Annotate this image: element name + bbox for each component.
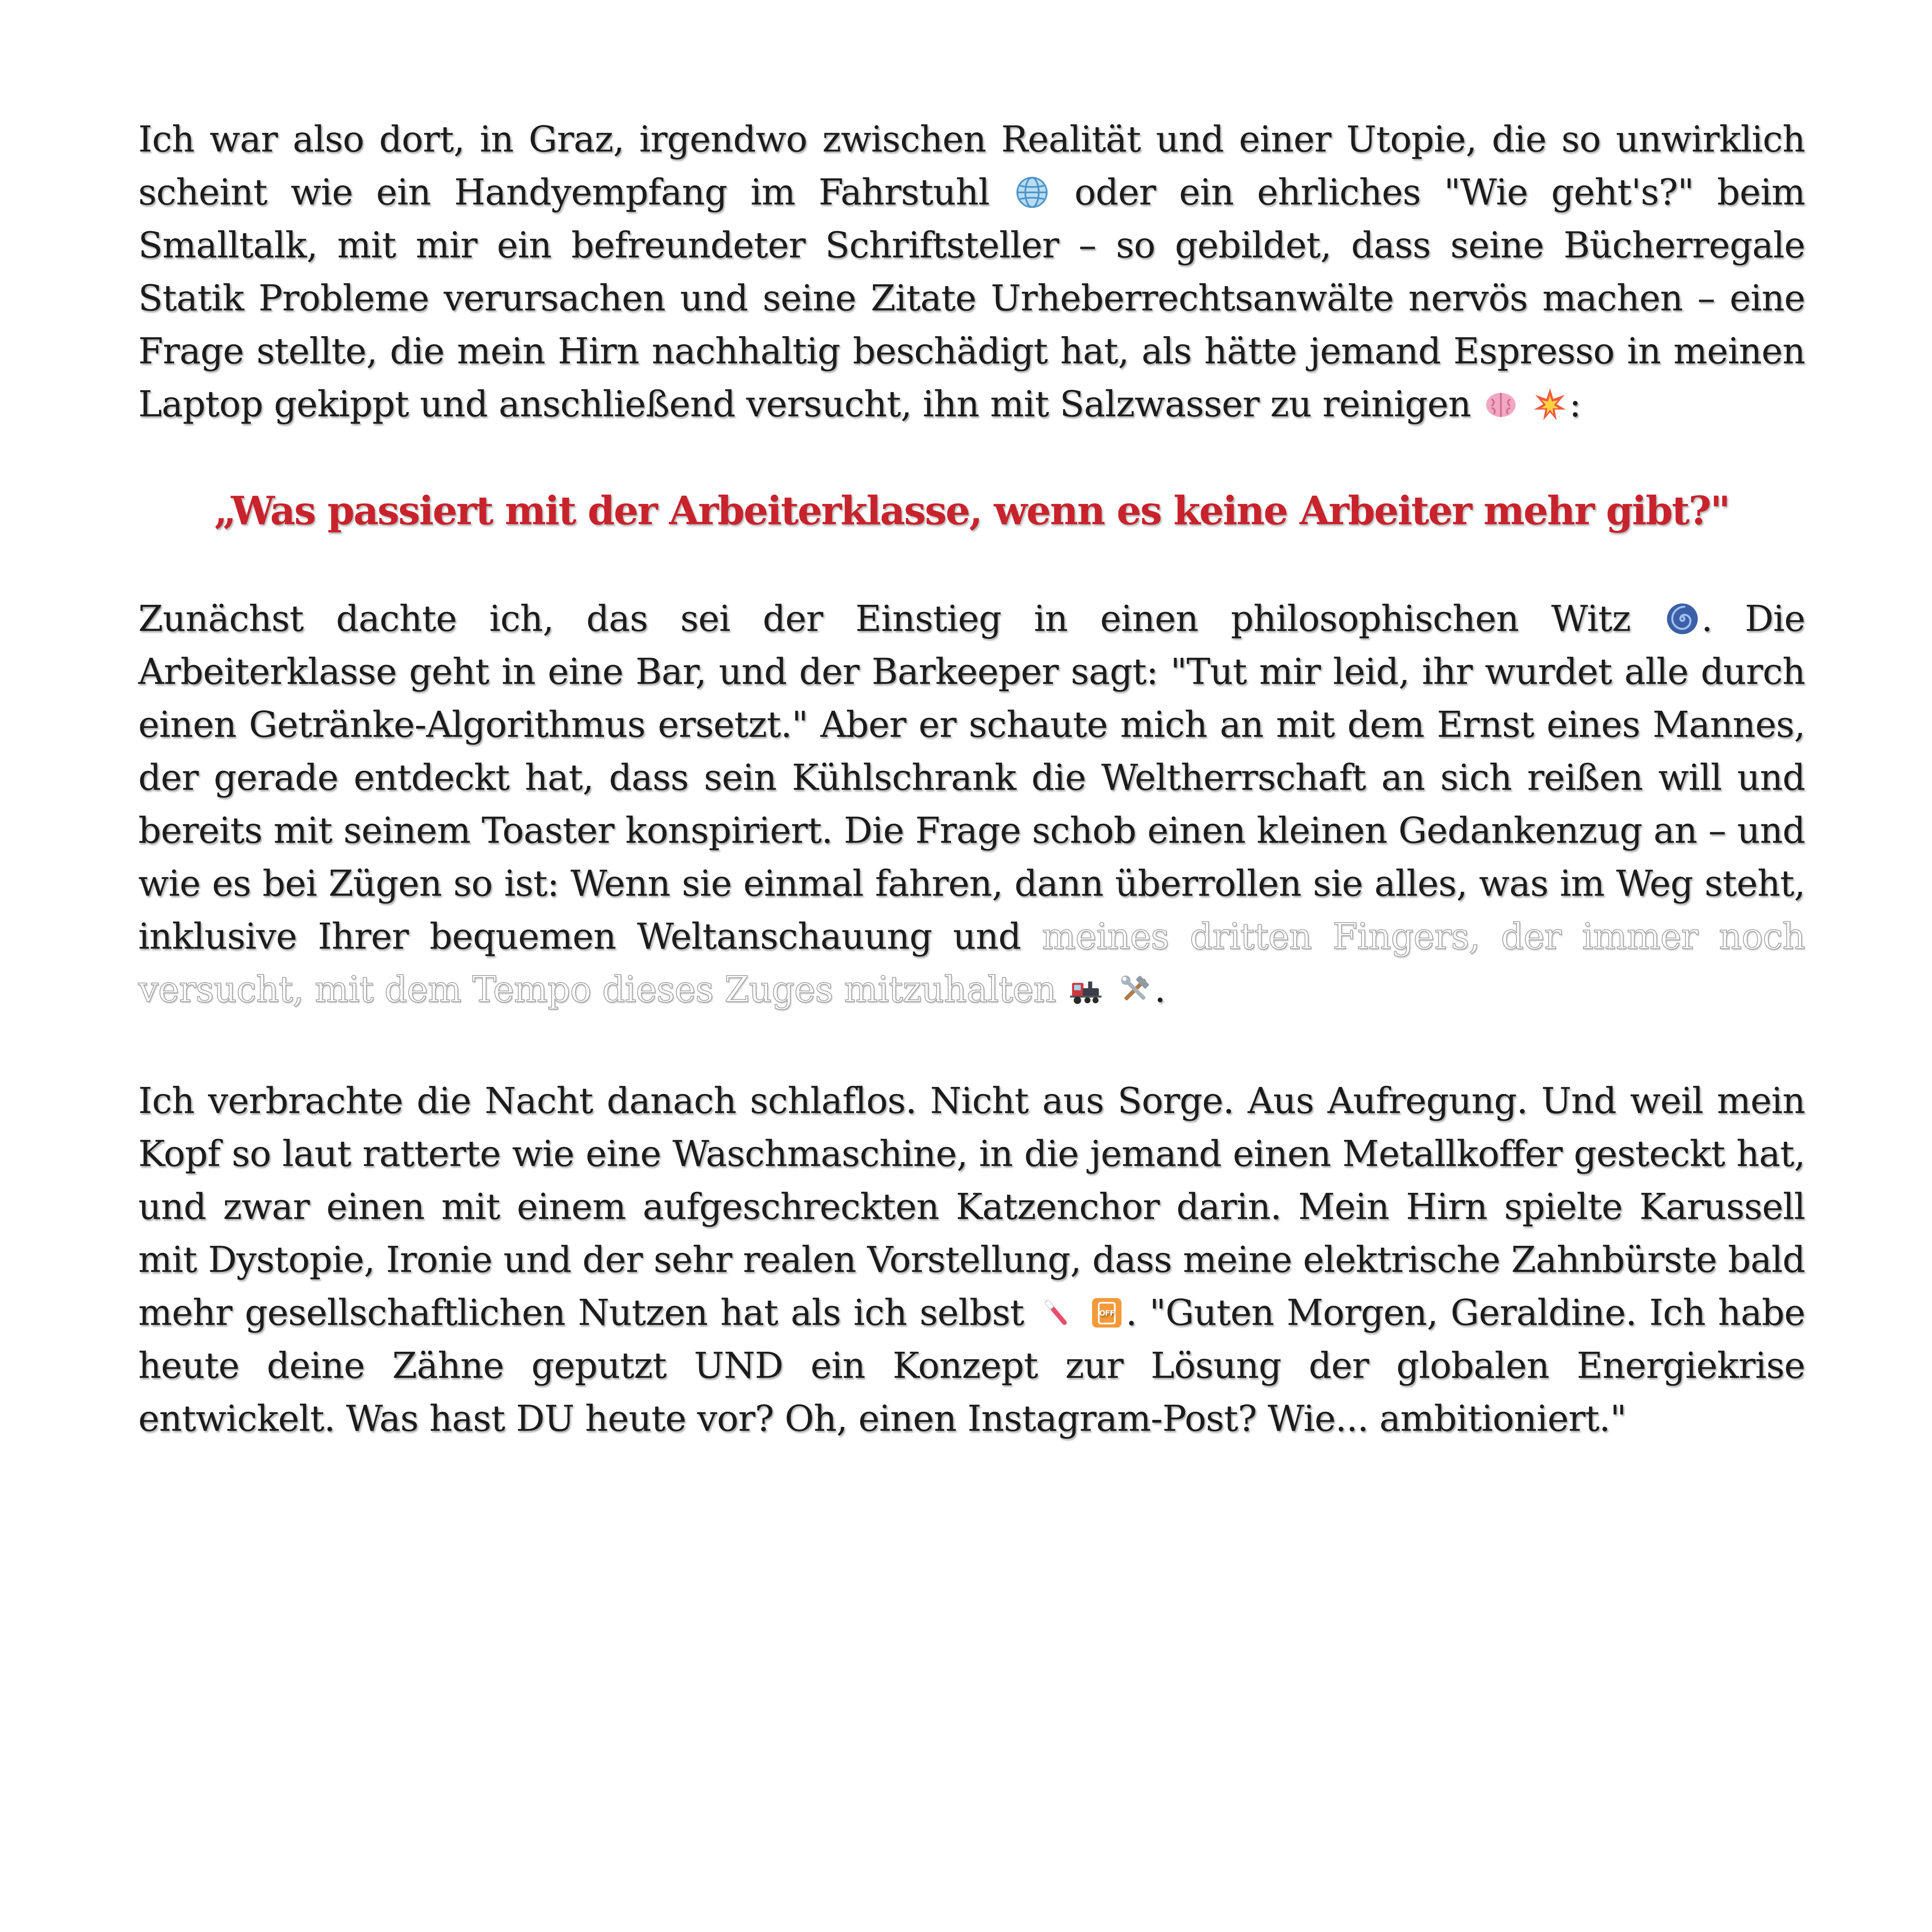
paragraph-3-text-a: Ich verbrachte die Nacht danach schlaflos. Nicht aus Sorge. Aus Aufregung. Und weil mein Kopf so laut ratterte wie eine Waschmaschine, in die jemand einen Metallkoffer gesteckt hat, und zwar einen mit einem aufgeschreckten Katzenchor darin. Mein Hirn spielte Karussell mit Dystopie, Ironie und der sehr realen Vorstellung, dass meine elektrische Zahnbürste bald mehr gesellschaftlichen Nutzen hat als ich selbst xyxy=(138,1080,1805,1333)
globe-icon xyxy=(1015,176,1049,209)
paragraph-2 xyxy=(138,592,1805,1016)
locomotive-icon xyxy=(1069,973,1103,1006)
paragraph-1-colon: : xyxy=(1569,383,1581,425)
paragraph-2-text-b: . Die Arbeiterklasse geht in eine Bar, und der Barkeeper sagt: "Tut mir leid, ihr wurdet alle durch einen Getränke-Algorithmus ersetzt." Aber er schaute mich an mit dem Ernst eines Mannes, der gerade entdeckt hat, dass sein Kühlschrank die Weltherrschaft an sich reißen will und bereits mit seinem Toaster konspiriert. Die Frage schob einen kleinen Gedankenzug an – und wie es bei Zügen so ist: Wenn sie einmal fahren, dann überrollen sie alles, was im Weg steht, inklusive Ihrer bequemen Weltanschauung und xyxy=(138,598,1805,957)
pull-quote: „Was passiert mit der Arbeiterklasse, wenn es keine Arbeiter mehr gibt?" xyxy=(214,488,1729,534)
paragraph-2-outline-text: meines dritten Fingers, der immer noch versucht, mit dem Tempo dieses Zuges mitzuhalten xyxy=(138,916,1805,1010)
paragraph-1 xyxy=(138,113,1805,431)
off-badge-icon xyxy=(1090,1296,1124,1330)
paragraph-3-text-b: . "Guten Morgen, Geraldine. Ich habe heute deine Zähne geputzt UND ein Konzept zur Lösung der globalen Energiekrise entwickelt. Was hast DU heute vor? Oh, einen Instagram-Post? Wie... ambitioniert." xyxy=(138,1292,1805,1439)
hammer-wrench-icon xyxy=(1118,973,1152,1006)
paragraph-1-text-b: oder ein ehrliches "Wie geht's?" beim Smalltalk, mit mir ein befreundeter Schriftsteller – so gebildet, dass seine Bücherregale Statik Probleme verursachen und seine Zitate Urheberrechtsanwälte nervös machen – eine Frage stellte, die mein Hirn nachhaltig beschädigt hat, als hätte jemand Espresso in meinen Laptop gekippt und anschließend versucht, ihn mit Salzwasser zu reinigen xyxy=(138,171,1805,425)
paragraph-1-text-a: Ich war also dort, in Graz, irgendwo zwischen Realität und einer Utopie, die so unwirklich scheint wie ein Handyempfang im Fahrstuhl xyxy=(138,118,1805,213)
paragraph-3 xyxy=(138,1074,1805,1445)
paragraph-2-period: . xyxy=(1154,969,1166,1010)
cyclone-icon xyxy=(1666,602,1699,636)
collision-icon xyxy=(1533,387,1567,421)
paragraph-2-text-a: Zunächst dachte ich, das sei der Einstieg in einen philosophischen Witz xyxy=(138,598,1631,639)
svg-text:OFF: OFF xyxy=(1099,1309,1115,1317)
toothbrush-icon xyxy=(1039,1296,1073,1330)
document-body xyxy=(138,113,1805,1445)
brain-icon xyxy=(1484,387,1518,421)
